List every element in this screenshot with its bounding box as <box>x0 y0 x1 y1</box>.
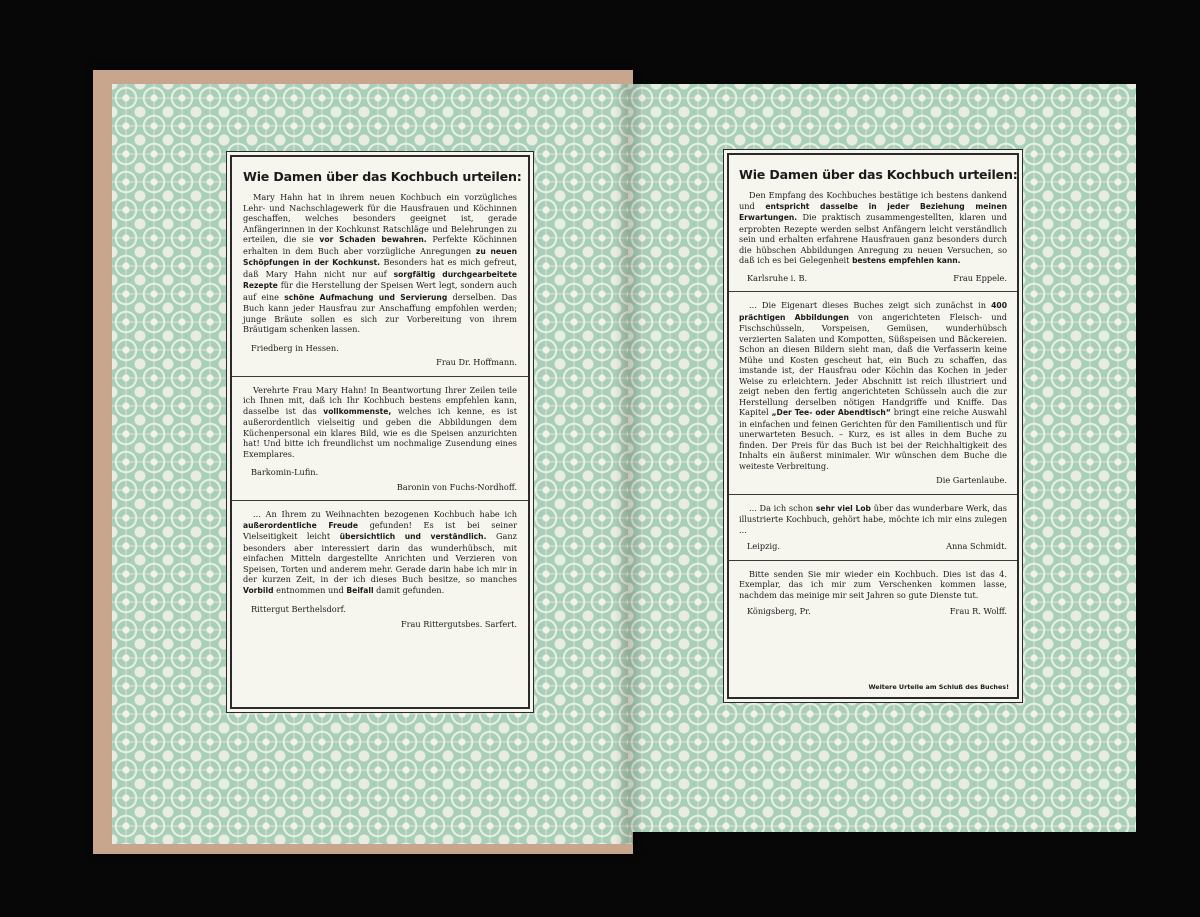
testimonial-heading: Wie Damen über das Kochbuch urteilen: <box>739 167 1018 182</box>
testimonial-signature <box>739 606 1007 617</box>
testimonial-author: Baronin von Fuchs-Nordhoff. <box>396 481 517 492</box>
emphasis-text: sehr viel Lob <box>815 503 871 513</box>
testimonial-text: Mary Hahn hat in ihrem neuen Kochbuch ein vorzügliches Lehr- und Nachschlagewerk für die Hausfrauen und Köchinnen geschaffen, welches besonders geeignet ist, gerade Anfängerinnen in der Kochkunst Ratschläge und Belehrungen zu erteilen, die sie vor Schaden bewahren. Perfekte Köchinnen erhalten in dem Buch aber vorzügliche Anregungen zu neuen Schöpfungen in der Kochkunst. Besonders hat es mich gefreut, daß Mary Hahn nicht nur auf sorgfältig durchgearbeitete Rezepte für die Herstellung der Speisen Wert legt, sondern auch auf eine schöne Aufmachung und Servierung derselben. Das Buch kann jeder Hausfrau zur Anschaffung empfohlen werden; junge Bräute sollen es sich zur Vorbereitung von ihrem Bräutigam schenken lassen. <box>243 192 518 334</box>
emphasis-text: „Der Tee- oder Abendtisch“ <box>771 408 891 417</box>
testimonial-text: ... An Ihrem zu Weihnachten bezogenen Kochbuch habe ich außerordentliche Freude gefunden! Es ist bei seiner Vielseitigkeit leicht übersichtlich und verständlich. Ganz besonders aber interessiert darin das wunderhübsch, mit einfachen Mitteln dargestellte Anrichten und Verzieren von Speisen, Torten und anderem mehr. Gerade darin habe ich mir in der kurzen Zeit, in der ich dieses Buch besitze, so manches Vorbild entnommen und Beifall damit gefunden. <box>243 509 517 595</box>
testimonial-text: ... Da ich schon sehr viel Lob über das wunderbare Werk, das illustrierte Kochbuch, gehört habe, möchte ich mir eins zulegen ... <box>739 502 1007 535</box>
emphasis-text: übersichtlich und verständlich. <box>339 532 487 541</box>
testimonial-author: Frau Eppele. <box>953 272 1007 283</box>
emphasis-text: sorgfältig durchgearbeitete Rezepte <box>243 269 517 290</box>
testimonial-author: Die Gartenlaube. <box>936 475 1007 485</box>
footnote: Weitere Urteile am Schluß des Buches! <box>868 683 1009 691</box>
testimonial-text: Verehrte Frau Mary Hahn! In Beantwortung Ihrer Zeilen teile ich Ihnen mit, daß ich Ihr Kochbuch bestens empfehlen kann, dasselbe ist das vollkommenste, welches ich kenne, es ist außerordentlich vielseitig und geben die Abbildungen dem Küchenpersonal ein klares Bild, wie es die Speisen anzurichten hat! Und bitte ich freundlichst um nochmalige Zusendung eines Exemplares. <box>243 384 517 459</box>
testimonial-box-right <box>727 153 1019 699</box>
testimonial-author: Frau Dr. Hoffmann. <box>436 357 517 367</box>
emphasis-text: Beifall <box>346 585 374 595</box>
divider <box>729 291 1017 292</box>
testimonial-box-left <box>230 155 530 709</box>
emphasis-text: entspricht dasselbe in jeder Beziehung meinen Erwartungen. <box>739 201 1007 222</box>
emphasis-text: vollkommenste, <box>323 406 392 416</box>
emphasis-text: 400 prächtigen Abbildungen <box>739 301 1007 322</box>
divider <box>729 560 1017 561</box>
testimonial-place: Königsberg, Pr. <box>747 606 811 616</box>
emphasis-text: zu neuen Schöpfungen in der Kochkunst. <box>243 246 517 267</box>
testimonial-signature <box>739 541 1007 552</box>
emphasis-text: schöne Aufmachung und Servierung <box>284 292 448 302</box>
testimonial-place: Leipzig. <box>747 541 780 551</box>
testimonial-signature <box>739 273 1007 284</box>
divider <box>232 500 528 501</box>
divider <box>729 494 1017 495</box>
emphasis-text: bestens empfehlen kann. <box>852 256 961 265</box>
testimonial-author: Frau Rittergutsbes. Sarfert. <box>400 618 517 629</box>
testimonial-place: Friedberg in Hessen. <box>251 342 339 353</box>
testimonial-text: Bitte senden Sie mir wieder ein Kochbuch. Dies ist das 4. Exemplar, das ich mir zum Verschenken kommen lasse, nachdem das meinige mir seit Jahren so gute Dienste tut. <box>739 568 1007 600</box>
emphasis-text: vor Schaden bewahren. <box>319 235 427 244</box>
testimonial-text: ... Die Eigenart dieses Buches zeigt sich zunächst in 400 prächtigen Abbildungen von angerichteten Fleisch- und Fischschüsseln, Vorspeisen, Gemüsen, wunderhübsch verzierten Salaten und Kompotten, Süßspeisen und Bäckereien. Schon an diesen Bildern sieht man, daß die Verfasserin keine Mühe und Kosten gescheut hat, ein Buch zu schaffen, das imstande ist, der Hausfrau oder Köchin das Kochen in jeder Weise zu erleichtern. Jeder Abschnitt ist reich illustriert und zeigt neben den fertig angerichteten Schüsseln auch die zur Herstellung derselben nötigen Handgriffe und Kniffe. Das Kapitel „Der Tee- oder Abendtisch“ bringt eine reiche Auswahl in einfachen und feinen Gerichten für den Familientisch und für unerwarteten Besuch. – Kurz, es ist alles in dem Buche zu finden. Der Preis für das Buch ist bei der Reichhaltigkeit des Inhalts ein äußerst minimaler. Wir wünschen dem Buche die weiteste Verbreitung. <box>739 300 1008 471</box>
testimonial-place: Karlsruhe i. B. <box>747 272 808 283</box>
testimonial-place: Rittergut Berthelsdorf. <box>251 604 346 614</box>
testimonial-author: Anna Schmidt. <box>946 541 1007 551</box>
book-gutter <box>615 84 645 844</box>
emphasis-text: außerordentliche Freude <box>243 520 358 530</box>
testimonial-heading: Wie Damen über das Kochbuch urteilen: <box>243 169 522 184</box>
divider <box>232 376 528 377</box>
testimonial-text: Den Empfang des Kochbuches bestätige ich bestens dankend und entspricht dasselbe in jeder Beziehung meinen Erwartungen. Die praktisch zusammengestellten, klaren und erprobten Rezepte werden selbst Anfängern leicht verständlich sein und erhalten erfahrene Hausfrauen ganz besonders durch die hübschen Abbildungen Anregung zu neuen Versuchen, so daß ich es bei Gelegenheit bestens empfehlen kann. <box>739 190 1007 265</box>
testimonial-author: Frau R. Wolff. <box>949 606 1007 616</box>
emphasis-text: Vorbild <box>243 585 274 595</box>
testimonial-place: Barkomin-Lufin. <box>251 467 319 477</box>
